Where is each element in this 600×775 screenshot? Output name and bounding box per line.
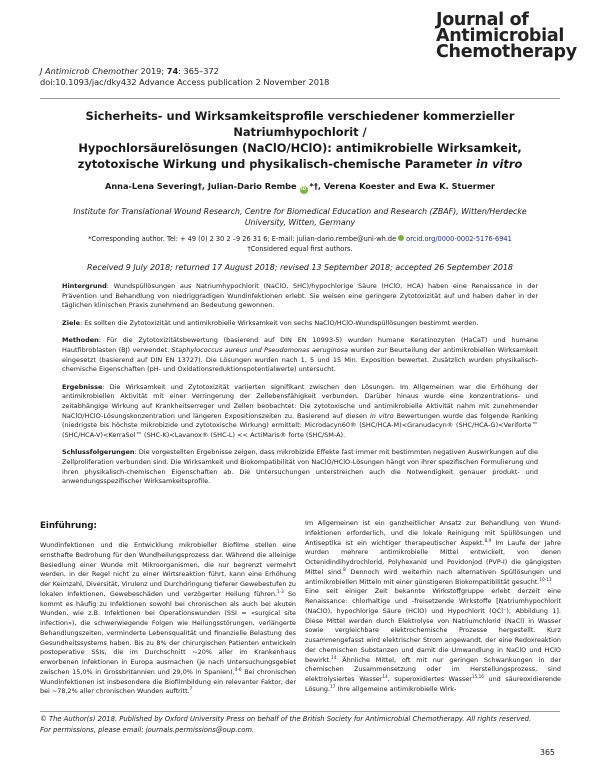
abstract-conclusions bbox=[62, 448, 538, 486]
body-paragraph bbox=[40, 541, 296, 697]
body-paragraph bbox=[305, 519, 561, 587]
title-italic: in vitro bbox=[476, 157, 523, 171]
abstract-label: Ziele bbox=[62, 318, 80, 327]
orcid-icon[interactable]: iD bbox=[300, 187, 307, 192]
journal-logo bbox=[436, 12, 577, 60]
reference-link[interactable]: 8,9 bbox=[484, 537, 492, 543]
body-text: Bei chronischen Wundinfektionen ist insbesondere die Biofilmbildung ein relevanter Faktor, der bei ~78,2% aller chronischen Wunden auftritt. bbox=[40, 667, 296, 696]
abstract-aims bbox=[62, 319, 538, 329]
abstract-label: Schlussfolgerungen bbox=[62, 448, 135, 457]
journal-logo-line: Chemotherapy bbox=[436, 42, 577, 62]
title-line bbox=[30, 156, 570, 172]
body-text: , superoxidiertes Wasser bbox=[387, 675, 472, 683]
body-text: und säureoxidierende Lösung. bbox=[305, 675, 561, 693]
body-text: Eine seit einiger Zeit bekannte Wirkstoffgruppe erlebt derzeit eine Renaissance: chlorhaltige und -freisetzende Wirkstoffe [Natriumhypochlorit (NaClO), hypochlorige Säure (HClO) und Hypochlorit (OCl⁻); Abbildung 1]. Diese Mittel werden durch Elektrolyse von Natriumchlorid (NaCl) in Wasser sowie vergleichbare elektrochemische Prozesse hergestellt. Kurz zusammengefasst wird elektrischer Strom angewandt, der eine Redoxreaktion der chemischen Substanzen und damit die Umwandlung in NaClO und HClO bewirkt. bbox=[305, 587, 561, 664]
abstract-label: Ergebnisse bbox=[62, 382, 103, 391]
reference-link[interactable]: 14 bbox=[382, 674, 388, 679]
citation-year: 2019; bbox=[137, 66, 167, 76]
journal-logo-line: Antimicrobial bbox=[436, 26, 565, 46]
abstract-italic: Staphylococcus aureus und Pseudomonas aeruginosa bbox=[171, 345, 348, 354]
reference-link[interactable]: 8 bbox=[343, 566, 346, 572]
reference-link[interactable]: 14 bbox=[331, 654, 337, 660]
citation-line bbox=[40, 66, 329, 77]
author-list bbox=[30, 181, 570, 194]
body-text: Ihre allgemeine antimikrobielle Wirk- bbox=[335, 684, 457, 693]
body-text: Ähnliche Mittel, oft mit nur geringen Schwankungen in der chemischen Zusammensetzung oder im Herstellungsprozess, sind elektrolysiertes Wasser bbox=[305, 655, 561, 683]
body-text: Dennoch wird weiterhin nach alternativen Spüllösungen und antimikrobiellen Mitteln mit einer günstigeren Biokompatibilität gesucht. bbox=[305, 567, 562, 586]
reference-link[interactable]: 7 bbox=[189, 686, 193, 692]
journal-abbrev: J Antimicrob Chemother bbox=[40, 66, 138, 76]
orcid-link[interactable]: orcid.org/0000-0002-5176-6941 bbox=[406, 235, 512, 243]
body-paragraph bbox=[305, 587, 561, 694]
abstract-text: : Wundspüllösungen aus Natriumhypochlorit (NaClO, SHC)/hypochlorige Säure (HClO, HCA) haben eine Renaissance in der Prävention und Behandlung von niedriggradigen Wundinfektionen erlebt. Sie weisen eine geringere Zytotoxizität auf und haben daher in der täglichen klinischen Praxis zunehmend an Bedeutung gewonnen. bbox=[62, 282, 538, 310]
permissions-line: For permissions, please email: journals.permissions@oup.com. bbox=[40, 726, 255, 734]
abstract-text: : Die vorgestellten Ergebnisse zeigen, dass mikrobizide Effekte fast immer mit bestimmten negativen Auswirkungen auf die Zellproliferation verbunden sind. Die Wirksamkeit und Biokompatibilität von NaClO/HClO-Lösungen hängt von ihrer spezifischen Formulierung und ihren physikalisch-chemischen Eigenschaften ab. Die Untersuchungen unterstreichen auch die Notwendigkeit genauer produkt- und anwendungsspezifischer Wirksamkeitsprofile. bbox=[62, 448, 538, 486]
header-divider bbox=[40, 98, 560, 99]
section-heading: Einführung: bbox=[40, 521, 97, 531]
reference-link[interactable]: 15,16 bbox=[471, 674, 484, 679]
abstract-label: Methoden bbox=[62, 336, 99, 345]
article-title bbox=[30, 108, 570, 172]
affiliation: Institute for Translational Wound Research, Centre for Biomedical Education and Research (ZBAF), Witten/Herdecke University, Witten, Germany bbox=[73, 207, 527, 227]
body-text: Im Allgemeinen ist ein ganzheitlicher Ansatz zur Behandlung von Wund-Infektionen erforderlich, und die lokale Reinigung mit Spüllösungen und Antiseptika ist ein wichtiger therapeutischer Aspekt. bbox=[305, 519, 561, 547]
authors-text: *†, Verena Koester and Ewa K. Stuermer bbox=[309, 181, 495, 191]
journal-logo-line: Journal of bbox=[436, 10, 529, 30]
title-line: Sicherheits- und Wirksamkeitsprofile verschiedener kommerzieller Natriumhypochlorit / bbox=[85, 109, 515, 139]
abstract-text: : Die Wirksamkeit und Zytotoxizität variierten signifikant zwischen den Lösungen. Im Allgemeinen war die Erhöhung der antimikrobiellen Aktivität mit einer Verringerung der Zellebensfähigkeit verbunden. Darüber hinaus wurde eine konzentrations- und zeitabhängige Wirkung auf Krankheitserreger und Zellen beobachtet: Die zytotoxische und antimikrobielle Aktivität nahm mit zunehmender NaClO/HClO-Lösungskonzentration und längeren Expositionszeiten zu. Basierend auf diesen bbox=[62, 382, 538, 420]
received-dates: Received 9 July 2018; returned 17 August 2018; revised 13 September 2018; accepted 26 September 2018 bbox=[87, 263, 513, 272]
copyright-notice bbox=[40, 714, 570, 736]
body-column-left bbox=[40, 541, 296, 697]
abstract-methods bbox=[62, 336, 538, 374]
copyright-line: © The Author(s) 2018. Published by Oxford University Press on behalf of the British Society for Antimicrobial Chemotherapy. All rights reserved. bbox=[40, 715, 532, 723]
title-line-text: zytotoxische Wirkung und physikalisch-chemische Parameter bbox=[77, 157, 477, 171]
abstract-text: wurden zur Beurteilung der antimikrobiellen Wirksamkeit eingesetzt (basierend auf DIN EN 13727). Die Lösungen wurden nach 1, 5 und 15 Min. Exposition bewertet. Zusätzlich wurden physikalisch-chemische Eigenschaften (pH- und Oxidationsreduktionspotentialwerte) untersucht. bbox=[62, 345, 538, 374]
reference-link[interactable]: 10-13 bbox=[539, 576, 552, 582]
authors-text: Anna-Lena Severing†, Julian-Dario Rembe bbox=[105, 181, 297, 191]
abstract-label: Hintergrund bbox=[62, 282, 107, 290]
abstract-text: : Es sollten die Zytotoxizität und antimikrobielle Wirksamkeit von sechs NaClO/HClO-Wundspüllösungen bestimmt werden. bbox=[80, 318, 479, 327]
footer-divider bbox=[40, 711, 560, 712]
doi-line[interactable]: doi:10.1093/jac/dky432 Advance Access publication 2 November 2018 bbox=[40, 77, 330, 87]
abstract-background bbox=[62, 282, 538, 311]
body-text: Im Laufe der Jahre wurden mehrere antimikrobielle Mittel entwickelt, von denen Octenidindihydrochlorid, Polyhexanid und Povidonjod (PVP-I) die gängigsten Mittel sind. bbox=[305, 538, 561, 576]
abstract-text: Bewertungen wurde das folgende Ranking (niedrigste bis höchste mikrobizide und zytotoxische Wirkung) ermittelt: Microdacyn60® (SHC/HCA-M)<Granudacyn® (SHC/HCA-G)<Veriforte™ (SHC/HCA-V)<KerraSol™ (SHC-K)<Lavanox® (SHC-L) << ActiMaris® forte (SHC/SM-A). bbox=[62, 411, 538, 439]
abstract-text: : Für die Zytotoxizitätsbewertung (basierend auf DIN EN 10993-5) wurden humane Keratinozyten (HaCaT) und humane Hautfibroblasten (BJ) verwendet. bbox=[62, 336, 538, 354]
title-line: Hypochlorsäurelösungen (NaClO/HClO): antimikrobielle Wirksamkeit, bbox=[78, 141, 522, 155]
abstract-results bbox=[62, 383, 538, 441]
page-number: 365 bbox=[540, 748, 555, 757]
corresponding-author: *Corresponding author. Tel: + 49 (0) 2 30 2 –9 26 31 6; E-mail: julian-dario.rembe@uni-wh.de bbox=[88, 235, 397, 243]
abstract-italic: in vitro bbox=[369, 411, 394, 420]
correspondence bbox=[40, 234, 560, 254]
citation-pages: : 365–372 bbox=[178, 66, 219, 76]
body-text: So kommt es häufig zu Infektionen sowohl bei chronischen als auch bei akuten Wunden, wie z.B. Infektionen bei Operationswunden (SSI = «surgical site infection»), die schwerwiegende Folgen wie Heilungsstörungen, verlängerte Behandlungszeiten, verminderte Lebensqualität und finanzielle Belastung des Gesundheitssystems haben. Bis zu 8% der chirurgischen Patienten entwickeln postoperative SSIs, die im Durchschnitt ~20% aller im Krankenhaus erworbenen Infektionen in Europa ausmachen (je nach Untersuchungsgebiet zwischen 15,0% in Grossbritannien und 29,0% in Spanien). bbox=[40, 589, 296, 676]
citation-volume: 74 bbox=[166, 66, 179, 76]
abstract bbox=[62, 282, 538, 495]
body-column-right bbox=[305, 519, 561, 695]
body-text: Wundinfektionen und die Entwicklung mikrobieller Biofilme stellen eine ernsthafte Bedrohung für den Wundheilungsprozess dar. Während die alleinige Besiedlung einer Wunde mit Mikroorganismen, die nur begrenzt vermehrt werden, in der Regel nicht zu einer Wirtsreaktion führt, kann eine Erhöhung der Keimzahl, Diversität, Virulenz und Durchdringung tieferer Gewebestufen zu lokalen Infektionen, Gewebeschäden und verzögerter Heilung führen. bbox=[40, 541, 296, 598]
reference-link[interactable]: 17 bbox=[330, 683, 336, 689]
equal-contribution-note: †Considered equal first authors. bbox=[247, 245, 353, 253]
reference-link[interactable]: 1-3 bbox=[276, 588, 284, 594]
reference-link[interactable]: 4-6 bbox=[234, 666, 242, 672]
orcid-icon bbox=[398, 235, 404, 241]
citation-block bbox=[40, 66, 329, 88]
